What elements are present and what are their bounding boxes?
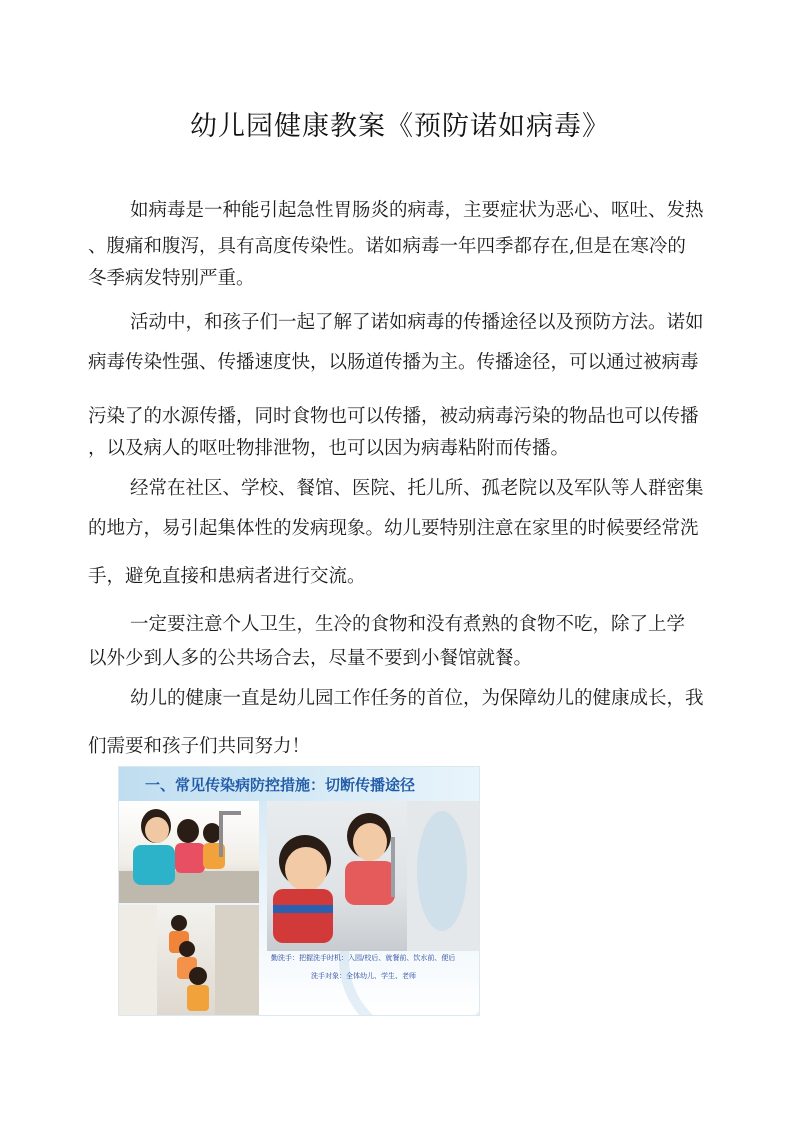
document-title: 幼儿园健康教案《预防诺如病毒》: [190, 111, 610, 142]
paragraph-line: 冬季病发特别严重。: [88, 268, 255, 289]
photo-children-at-sink: [119, 801, 259, 903]
paragraph-line: 一定要注意个人卫生，生冷的食物和没有煮熟的食物不吃，除了上学: [130, 614, 686, 635]
paragraph-line: 手，避免直接和患病者进行交流。: [88, 566, 366, 587]
figure-caption-2: 洗手对象：全体幼儿、学生、老师: [311, 972, 416, 980]
paragraph-line: 们需要和孩子们共同努力！: [88, 736, 311, 757]
photo-row-of-children: [119, 905, 259, 1015]
figure-caption-1: 勤洗手：把握洗手时机：入园/校后、就餐前、饮水前、便后: [271, 954, 456, 962]
paragraph-line: 活动中，和孩子们一起了解了诺如病毒的传播途径以及预防方法。诺如: [130, 312, 704, 333]
photo-girls-washing-hands: [267, 801, 479, 951]
figure-heading: 一、常见传染病防控措施：切断传播途径: [145, 776, 416, 794]
paragraph-line: 如病毒是一种能引起急性胃肠炎的病毒，主要症状为恶心、呕吐、发热: [130, 200, 704, 221]
paragraph-line: 的地方，易引起集体性的发病现象。幼儿要特别注意在家里的时候要经常洗: [88, 518, 699, 539]
paragraph-line: 以外少到人多的公共场合去，尽量不要到小餐馆就餐。: [88, 648, 533, 669]
paragraph-line: 、腹痛和腹泻，具有高度传染性。诺如病毒一年四季都存在,但是在寒冷的: [88, 236, 686, 257]
paragraph-line: 经常在社区、学校、餐馆、医院、托儿所、孤老院以及军队等人群密集: [130, 478, 704, 499]
paragraph-line: 幼儿的健康一直是幼儿园工作任务的首位，为保障幼儿的健康成长，我: [130, 688, 704, 709]
paragraph-line: 病毒传染性强、传播速度快，以肠道传播为主。传播途径，可以通过被病毒: [88, 352, 699, 373]
paragraph-line: ，以及病人的呕吐物排泄物，也可以因为病毒粘附而传播。: [88, 438, 570, 459]
paragraph-line: 污染了的水源传播，同时食物也可以传播，被动病毒污染的物品也可以传播: [88, 406, 699, 427]
handwashing-illustration: [118, 766, 480, 1016]
